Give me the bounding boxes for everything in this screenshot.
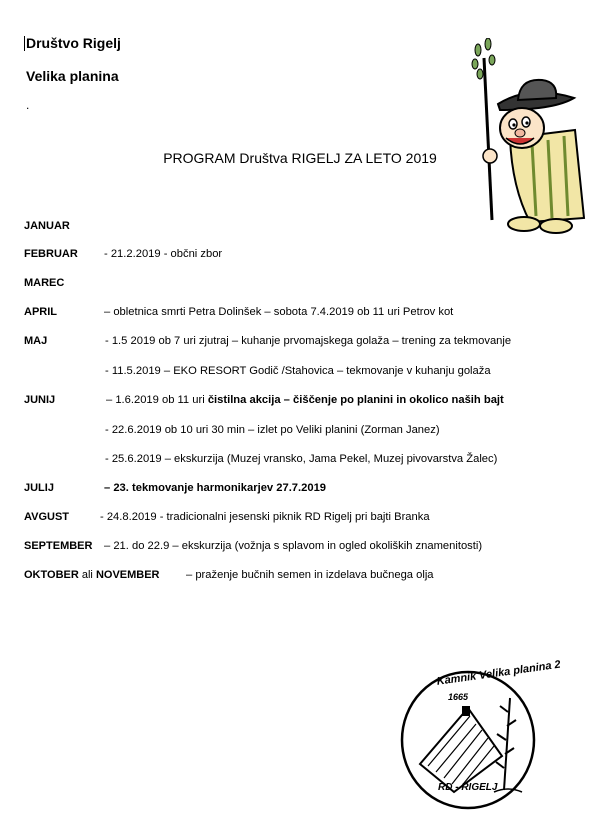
mascot-shepherd-icon — [470, 38, 590, 238]
month-january: JANUAR — [24, 220, 70, 232]
month-may: MAJ — [24, 335, 48, 347]
stamp-bottom-text: RD - RIGELJ — [438, 782, 498, 793]
event-august-1: - 24.8.2019 - tradicionalni jesenski piknik RD Rigelj pri bajti Branka — [100, 511, 430, 523]
month-august: AVGUST — [24, 511, 70, 523]
month-april: APRIL — [24, 306, 57, 318]
month-july: JULIJ — [24, 482, 54, 494]
event-may-2: - 11.5.2019 – EKO RESORT Godič /Stahovica – tekmovanje v kuhanju golaža — [105, 365, 491, 377]
stamp-ring-text: Kamnik Velika planina 2 — [436, 658, 562, 688]
month-february: FEBRUAR — [24, 248, 78, 260]
month-june: JUNIJ — [24, 394, 56, 406]
event-february-1: - 21.2.2019 - občni zbor — [104, 248, 223, 260]
place-name: Velika planina — [26, 68, 119, 84]
org-name: Društvo Rigelj — [26, 35, 121, 51]
stamp-number: 1665 — [448, 692, 469, 702]
stray-dot: . — [26, 98, 30, 112]
event-september-1: – 21. do 22.9 – ekskurzija (vožnja s splavom in ogled okoliških znamenitosti) — [104, 540, 483, 552]
month-september: SEPTEMBER — [24, 540, 93, 552]
event-may-1: - 1.5 2019 ob 7 uri zjutraj – kuhanje prvomajskega golaža – trening za tekmovanje — [105, 335, 512, 347]
event-june-2: - 22.6.2019 ob 10 uri 30 min – izlet po Veliki planini (Zorman Janez) — [105, 424, 440, 436]
event-june-3: - 25.6.2019 – ekskurzija (Muzej vransko, Jama Pekel, Muzej pivovarstva Žalec) — [105, 453, 498, 465]
event-oct-nov-1: – praženje bučnih semen in izdelava bučnega olja — [186, 569, 434, 581]
month-march: MAREC — [24, 277, 65, 289]
event-july-1: – 23. tekmovanje harmonikarjev 27.7.2019 — [104, 482, 327, 494]
page-title: PROGRAM Društva RIGELJ ZA LETO 2019 — [163, 150, 437, 166]
text-cursor — [24, 36, 25, 51]
month-oct-nov: OKTOBER ali NOVEMBER — [24, 569, 160, 581]
event-april-1: – obletnica smrti Petra Dolinšek – sobota 7.4.2019 ob 11 uri Petrov kot — [104, 306, 454, 318]
event-june-1: – 1.6.2019 ob 11 uri čistilna akcija – čiščenje po planini in okolico naših bajt — [106, 394, 504, 406]
